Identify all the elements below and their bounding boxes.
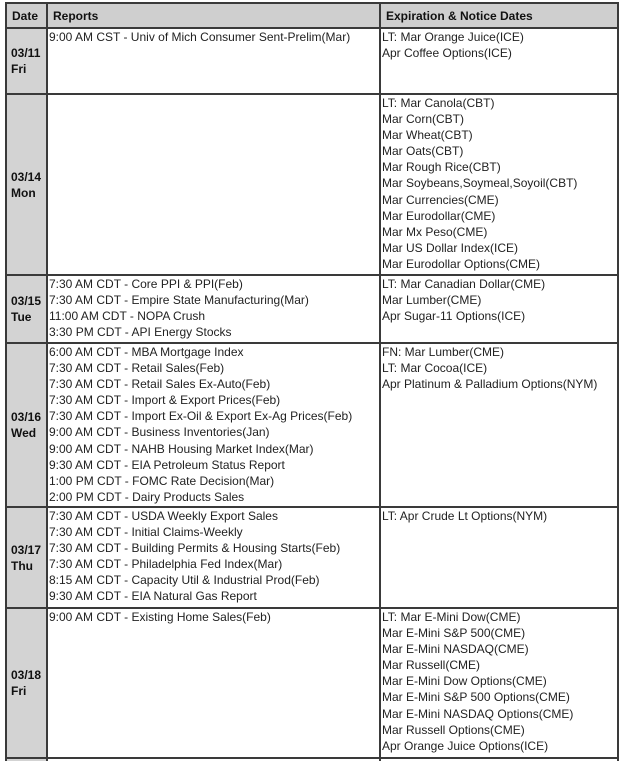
date-value: 03/16 <box>11 410 42 424</box>
report-item: 9:00 AM CDT - NAHB Housing Market Index(Mar) <box>49 441 314 456</box>
header-row <box>6 3 618 28</box>
expiration-item: Mar Wheat(CBT) <box>382 128 473 143</box>
expiration-item: Mar Lumber(CME) <box>382 293 482 308</box>
date-cell <box>6 275 47 343</box>
expirations-cell <box>380 275 618 343</box>
report-item: 7:30 AM CDT - Building Permits & Housing Starts(Feb) <box>49 541 341 556</box>
expirations-cell <box>380 28 618 94</box>
reports-cell <box>47 28 380 94</box>
report-item: 7:30 AM CDT - Empire State Manufacturing(Mar) <box>49 293 309 308</box>
expiration-item: Mar Soybeans,Soymeal,Soyoil(CBT) <box>382 176 578 191</box>
reports-cell <box>47 608 380 758</box>
expiration-item: LT: Mar Canadian Dollar(CME) <box>382 277 546 291</box>
expiration-item: Mar Eurodollar Options(CME) <box>382 256 541 271</box>
calendar-body <box>6 28 618 761</box>
expiration-item: Mar Oats(CBT) <box>382 144 464 159</box>
expiration-item: Mar Russell(CME) <box>382 658 481 673</box>
reports-cell <box>47 94 380 275</box>
expiration-item: Apr Orange Juice Options(ICE) <box>382 738 549 753</box>
expirations-cell <box>380 507 618 608</box>
table-row <box>6 507 618 608</box>
date-value: 03/11 <box>11 46 41 60</box>
expiration-item: Mar Russell Options(CME) <box>382 722 525 737</box>
report-item: 9:00 AM CST - Univ of Mich Consumer Sent-Prelim(Mar) <box>49 30 351 44</box>
expirations-cell <box>380 343 618 507</box>
reports-column-header: Reports <box>47 3 380 28</box>
date-cell <box>6 507 47 608</box>
expiration-item: FN: Mar Lumber(CME) <box>382 345 505 359</box>
expiration-item: LT: Mar Orange Juice(ICE) <box>382 30 524 44</box>
expiration-item: Mar US Dollar Index(ICE) <box>382 240 519 255</box>
expiration-item: Apr Coffee Options(ICE) <box>382 46 512 61</box>
report-item: 11:00 AM CDT - NOPA Crush <box>49 309 206 324</box>
expiration-item: LT: Mar E-Mini Dow(CME) <box>382 610 521 624</box>
expiration-item: Mar Rough Rice(CBT) <box>382 160 501 175</box>
report-item: 3:30 PM CDT - API Energy Stocks <box>49 325 232 340</box>
report-item: 9:00 AM CDT - Business Inventories(Jan) <box>49 425 270 440</box>
report-item: 6:00 AM CDT - MBA Mortgage Index <box>49 345 244 359</box>
report-item: 9:30 AM CDT - EIA Natural Gas Report <box>49 589 257 604</box>
date-column-header: Date <box>6 3 47 28</box>
weekday-value: Fri <box>11 684 27 698</box>
expiration-item: Mar E-Mini S&P 500 Options(CME) <box>382 690 570 705</box>
weekday-value: Fri <box>11 62 27 76</box>
report-item: 1:00 PM CDT - FOMC Rate Decision(Mar) <box>49 473 275 488</box>
report-item: 7:30 AM CDT - Import Ex-Oil & Export Ex-Ag Prices(Feb) <box>49 409 353 424</box>
weekday-value: Tue <box>11 310 32 324</box>
report-item: 9:30 AM CDT - EIA Petroleum Status Report <box>49 457 285 472</box>
report-item: 7:30 AM CDT - Retail Sales(Feb) <box>49 361 225 376</box>
report-item: 9:00 AM CDT - Existing Home Sales(Feb) <box>49 610 271 624</box>
report-item: 7:30 AM CDT - Core PPI & PPI(Feb) <box>49 277 243 291</box>
expiration-item: LT: Mar Canola(CBT) <box>382 96 495 110</box>
date-cell <box>6 94 47 275</box>
expiration-item: LT: Apr Crude Lt Options(NYM) <box>382 509 548 523</box>
expiration-item: Mar E-Mini NASDAQ(CME) <box>382 642 529 657</box>
table-row <box>6 608 618 758</box>
reports-cell <box>47 275 380 343</box>
expirations-cell <box>380 94 618 275</box>
expiration-item: Apr Platinum & Palladium Options(NYM) <box>382 377 598 392</box>
report-item: 7:30 AM CDT - Retail Sales Ex-Auto(Feb) <box>49 377 271 392</box>
expiration-item: Mar Corn(CBT) <box>382 112 465 127</box>
expirations-column-header: Expiration & Notice Dates <box>380 3 618 28</box>
date-value: 03/14 <box>11 169 42 184</box>
date-value: 03/18 <box>11 668 42 682</box>
date-value: 03/15 <box>11 294 42 308</box>
date-cell <box>6 28 47 94</box>
table-row <box>6 343 618 507</box>
report-item: 7:30 AM CDT - Philadelphia Fed Index(Mar) <box>49 557 283 572</box>
weekday-value: Mon <box>11 185 36 200</box>
report-item: 7:30 AM CDT - Initial Claims-Weekly <box>49 525 243 540</box>
reports-cell <box>47 343 380 507</box>
expiration-item: Mar Eurodollar(CME) <box>382 208 496 223</box>
table-row <box>6 28 618 94</box>
report-item: 7:30 AM CDT - USDA Weekly Export Sales <box>49 509 278 523</box>
date-cell <box>6 608 47 758</box>
date-cell <box>6 343 47 507</box>
table-row <box>6 275 618 343</box>
table-row <box>6 94 618 275</box>
expirations-cell <box>380 608 618 758</box>
report-item: 7:30 AM CDT - Import & Export Prices(Feb) <box>49 393 281 408</box>
expiration-item: LT: Mar Cocoa(ICE) <box>382 361 488 376</box>
weekday-value: Wed <box>11 426 37 440</box>
expiration-item: Mar E-Mini Dow Options(CME) <box>382 674 547 689</box>
expiration-item: Mar Currencies(CME) <box>382 192 499 207</box>
expiration-item: Mar E-Mini NASDAQ Options(CME) <box>382 706 574 721</box>
report-item: 8:15 AM CDT - Capacity Util & Industrial Prod(Feb) <box>49 573 320 588</box>
expiration-item: Mar E-Mini S&P 500(CME) <box>382 626 526 641</box>
date-value: 03/17 <box>11 542 42 557</box>
expiration-item: Mar Mx Peso(CME) <box>382 224 488 239</box>
weekday-value: Thu <box>11 558 33 573</box>
report-item: 2:00 PM CDT - Dairy Products Sales <box>49 489 245 504</box>
expiration-item: Apr Sugar-11 Options(ICE) <box>382 309 526 324</box>
reports-cell <box>47 507 380 608</box>
economic-calendar-table <box>5 2 619 761</box>
